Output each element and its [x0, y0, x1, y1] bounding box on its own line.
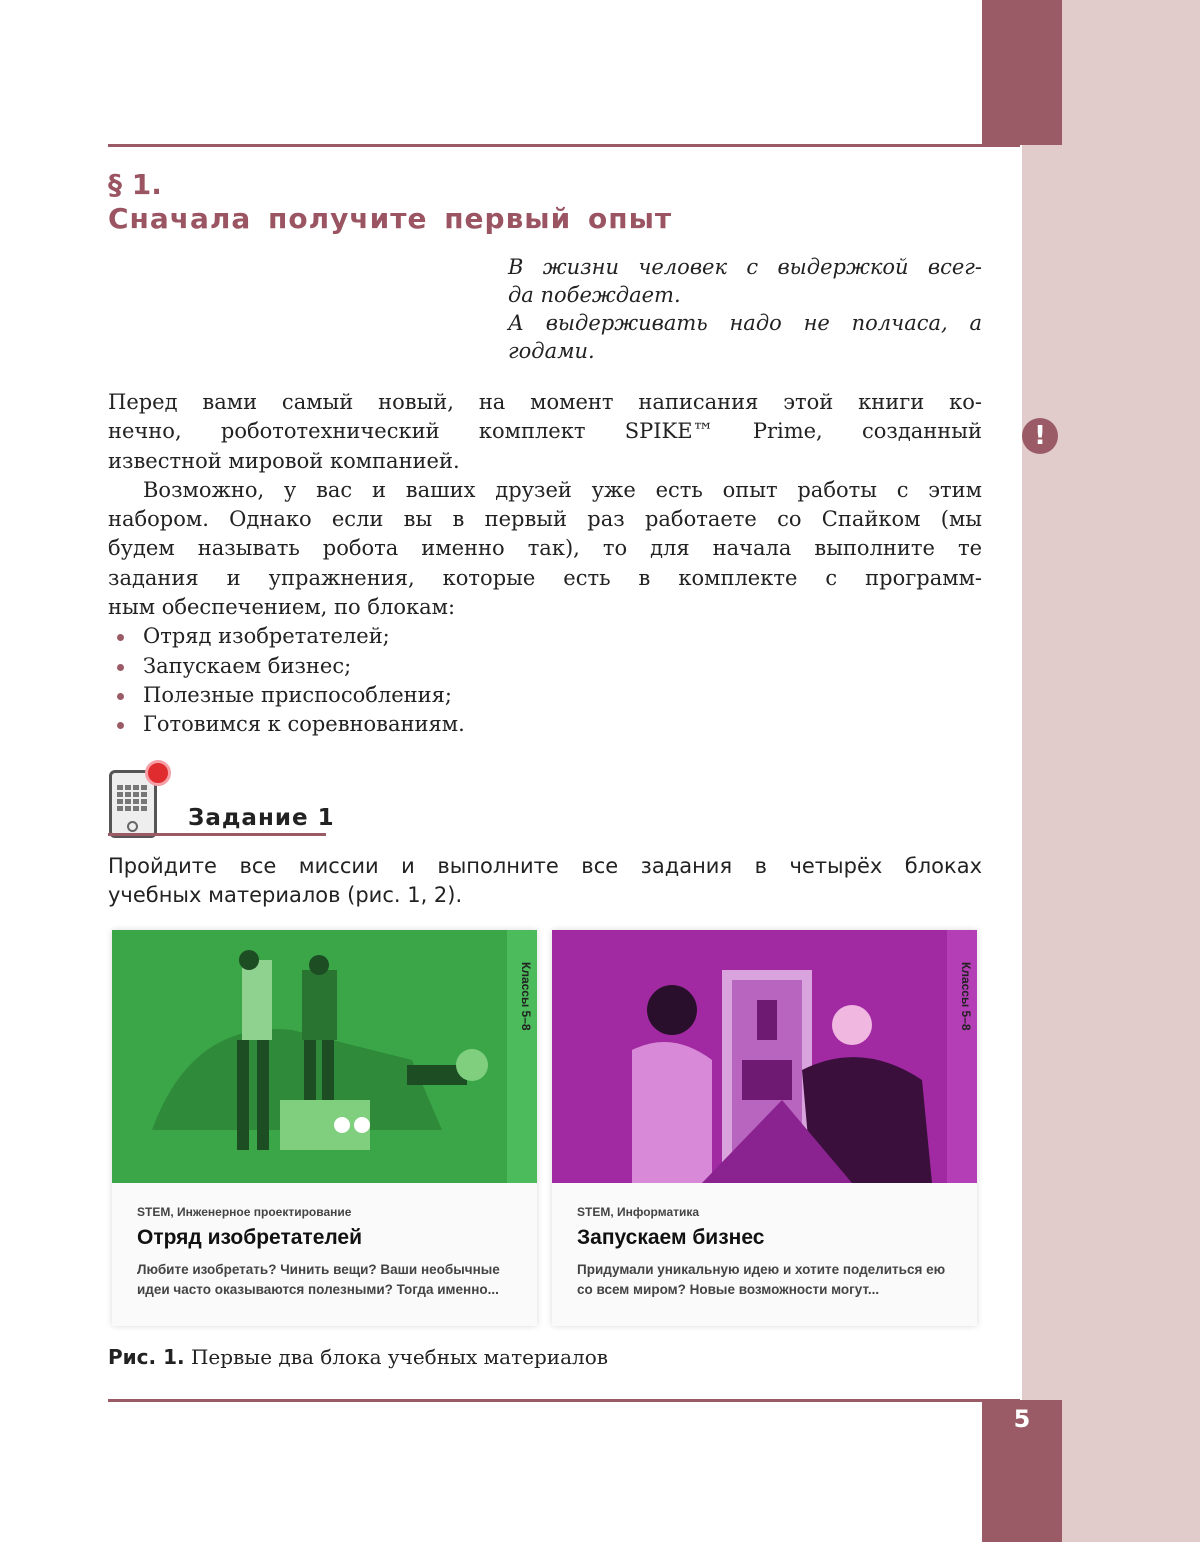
text-line: Перед вами самый новый, на момент написания этой книги ко-: [108, 390, 982, 414]
card-category: STEM, Информатика: [577, 1205, 700, 1219]
card-side-strip: [947, 930, 977, 1183]
epigraph-line: В жизни человек с выдержкой всег-: [508, 255, 982, 279]
card-side-strip: [507, 930, 537, 1183]
card-category: STEM, Инженерное проектирование: [137, 1205, 352, 1219]
text-line: нечно, робототехнический комплект SPIKE™ Prime, созданный: [108, 419, 982, 444]
bullet-item: Полезные приспособления;: [108, 681, 982, 710]
text-line: набором. Однако если вы в первый раз работаете со Спайком (мы: [108, 507, 982, 532]
card-description: Придумали уникальную идею и хотите поделиться ею со всем миром? Новые возможности могут...: [577, 1262, 946, 1297]
top-rule: [108, 144, 1020, 147]
card-title: Запускаем бизнес: [577, 1226, 765, 1249]
caption-label: Рис. 1.: [108, 1345, 185, 1369]
bullet-item: Готовимся к соревнованиям.: [108, 710, 982, 739]
task-text: [108, 852, 982, 910]
margin-band: [1022, 0, 1200, 1542]
exclamation-icon: !: [1022, 418, 1058, 454]
text-line: задания и упражнения, которые есть в комплекте с программ-: [108, 565, 982, 590]
epigraph-line: А выдерживать надо не полчаса, а: [508, 311, 982, 335]
page-number: 5: [1013, 1405, 1031, 1433]
card-title: Отряд изобретателей: [137, 1226, 363, 1249]
bullet-item: Запускаем бизнес;: [108, 652, 982, 681]
text-line: Пройдите все миссии и выполните все задания в четырёх блоках: [108, 854, 982, 878]
epigraph: [508, 253, 982, 365]
bullet-item: Отряд изобретателей;: [108, 622, 982, 651]
card-description: Любите изобретать? Чинить вещи? Ваши необычные идеи часто оказываются полезными? Тогда именно...: [137, 1262, 500, 1297]
text-line: Возможно, у вас и ваших друзей уже есть опыт работы с этим: [143, 477, 982, 502]
card-inventors[interactable]: [112, 930, 537, 1326]
body-text: [108, 388, 982, 740]
grade-label: Классы 5–8: [959, 962, 973, 1031]
epigraph-line: годами.: [508, 339, 595, 363]
business-illustration: [552, 930, 977, 1183]
task-label: Задание 1: [188, 805, 335, 831]
bottom-rule: [108, 1399, 1020, 1402]
text-line: ным обеспечением, по блокам:: [108, 595, 456, 620]
section-title: Сначала получите первый опыт: [108, 202, 673, 235]
grade-label: Классы 5–8: [519, 962, 533, 1031]
text-line: будем называть робота именно так), то для начала выполните те: [108, 536, 982, 561]
text-line: учебных материалов (рис. 1, 2).: [108, 883, 463, 907]
section-number: § 1.: [108, 168, 162, 201]
card-business[interactable]: [552, 930, 977, 1326]
caption-text: Первые два блока учебных материалов: [190, 1345, 609, 1369]
notification-dot-icon: [145, 760, 171, 786]
inventors-illustration: [112, 930, 537, 1183]
top-tab: [982, 0, 1062, 145]
text-line: известной мировой компанией.: [108, 448, 460, 473]
figure-caption: [108, 1345, 608, 1369]
task-rule: [108, 833, 326, 836]
epigraph-line: да побеждает.: [508, 283, 681, 307]
